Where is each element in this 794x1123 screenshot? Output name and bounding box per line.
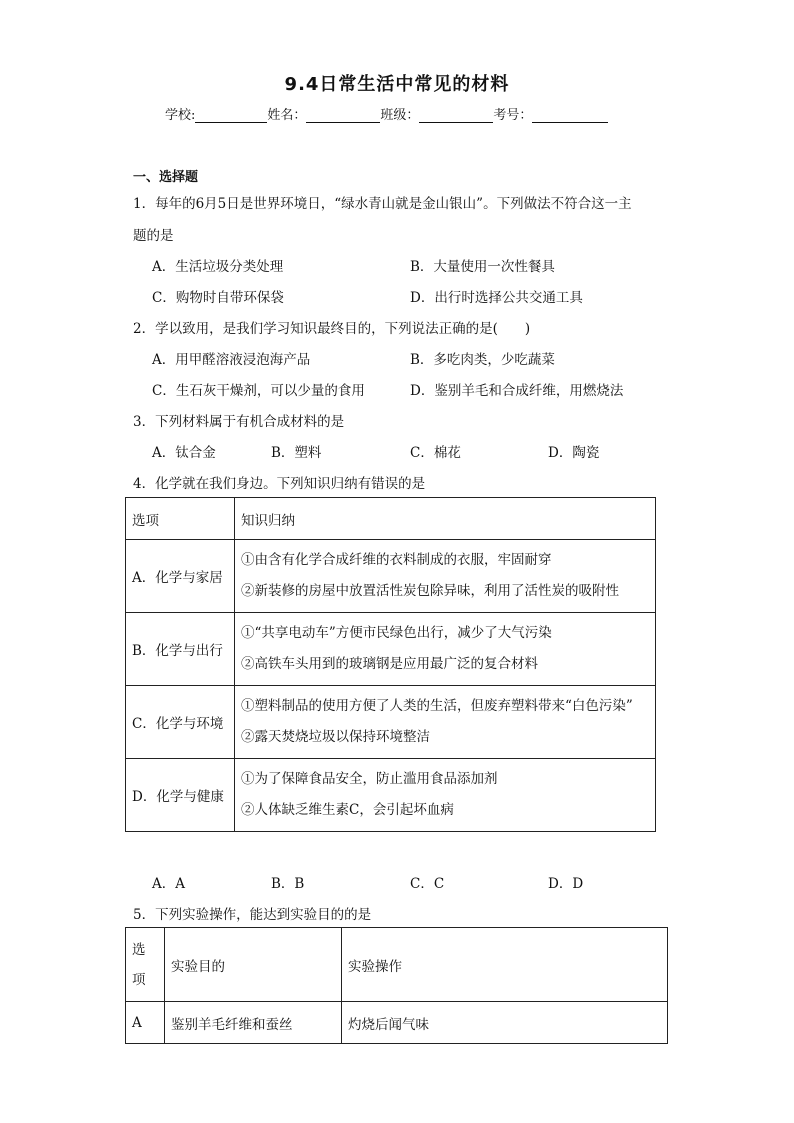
q3-option-b[interactable]: B．塑料 bbox=[271, 445, 322, 461]
q1-option-d[interactable]: D．出行时选择公共交通工具 bbox=[410, 290, 583, 306]
knowledge-line: ②新装修的房屋中放置活性炭包除异味，利用了活性炭的吸附性 bbox=[241, 583, 619, 599]
knowledge-line: ①“共享电动车”方便市民绿色出行，减少了大气污染 bbox=[241, 625, 552, 641]
knowledge-line: ①塑料制品的使用方便了人类的生活，但废弃塑料带来“白色污染” bbox=[241, 698, 633, 714]
q2-option-d[interactable]: D．鉴别羊毛和合成纤维，用燃烧法 bbox=[410, 383, 624, 399]
table-header-row bbox=[126, 928, 668, 1002]
table-row bbox=[126, 1002, 668, 1044]
q2-option-b[interactable]: B．多吃肉类，少吃蔬菜 bbox=[410, 352, 555, 368]
q4-knowledge-table bbox=[125, 497, 656, 832]
table-row bbox=[126, 540, 656, 613]
table-row bbox=[126, 686, 656, 759]
row-operation: 灼烧后闻气味 bbox=[342, 1002, 668, 1044]
q1-option-b[interactable]: B．大量使用一次性餐具 bbox=[410, 259, 555, 275]
class-label: 班级： bbox=[380, 108, 420, 123]
q5-experiment-table bbox=[125, 927, 668, 1044]
q4-option-d[interactable]: D．D bbox=[548, 876, 584, 892]
q1-option-c[interactable]: C．购物时自带环保袋 bbox=[152, 290, 284, 306]
q1-stem-line2: 题的是 bbox=[133, 228, 174, 244]
header-option: 选 项 bbox=[126, 928, 165, 1002]
knowledge-line: ②露天焚烧垃圾以保持环境整洁 bbox=[241, 729, 430, 745]
row-option: A bbox=[126, 1002, 165, 1044]
page-title: 9.4日常生活中常见的材料 bbox=[284, 74, 510, 95]
exam-no-blank[interactable] bbox=[532, 108, 608, 123]
q2-option-a[interactable]: A．用甲醛溶液浸泡海产品 bbox=[152, 352, 311, 368]
school-label: 学校: bbox=[165, 108, 196, 123]
header-purpose: 实验目的 bbox=[165, 928, 342, 1002]
school-blank[interactable] bbox=[195, 108, 267, 123]
table-row bbox=[126, 613, 656, 686]
row-knowledge bbox=[235, 540, 656, 613]
section-title: 一、选择题 bbox=[133, 170, 199, 185]
header-knowledge: 知识归纳 bbox=[235, 498, 656, 540]
knowledge-line: ①由含有化学合成纤维的衣料制成的衣服，牢固耐穿 bbox=[241, 552, 552, 568]
row-option: B．化学与出行 bbox=[126, 613, 235, 686]
knowledge-line: ①为了保障食品安全，防止滥用食品添加剂 bbox=[241, 771, 498, 787]
q1-option-a[interactable]: A．生活垃圾分类处理 bbox=[152, 259, 284, 275]
class-blank[interactable] bbox=[419, 108, 493, 123]
knowledge-line: ②人体缺乏维生素C，会引起坏血病 bbox=[241, 802, 454, 818]
exam-no-label: 考号： bbox=[493, 108, 533, 123]
q3-option-a[interactable]: A．钛合金 bbox=[152, 445, 216, 461]
row-knowledge bbox=[235, 613, 656, 686]
q5-stem: 5．下列实验操作，能达到实验目的的是 bbox=[133, 907, 372, 923]
row-knowledge bbox=[235, 686, 656, 759]
q1-stem-line1: 1．每年的6月5日是世界环境日，“绿水青山就是金山银山”。下列做法不符合这一主 bbox=[133, 196, 632, 212]
q3-stem: 3．下列材料属于有机合成材料的是 bbox=[133, 414, 345, 430]
table-header-row bbox=[126, 498, 656, 540]
student-info-line bbox=[165, 104, 608, 123]
table-row bbox=[126, 759, 656, 832]
q3-option-c[interactable]: C．棉花 bbox=[410, 445, 461, 461]
q3-option-d[interactable]: D．陶瓷 bbox=[548, 445, 600, 461]
q4-option-a[interactable]: A．A bbox=[152, 876, 185, 892]
header-option: 选项 bbox=[126, 498, 235, 540]
q4-option-c[interactable]: C．C bbox=[410, 876, 445, 892]
header-operation: 实验操作 bbox=[342, 928, 668, 1002]
row-option: A．化学与家居 bbox=[126, 540, 235, 613]
q4-option-b[interactable]: B．B bbox=[271, 876, 305, 892]
q4-stem: 4．化学就在我们身边。下列知识归纳有错误的是 bbox=[133, 476, 426, 492]
q2-stem: 2．学以致用，是我们学习知识最终目的，下列说法正确的是( ) bbox=[133, 321, 531, 337]
row-option: D．化学与健康 bbox=[126, 759, 235, 832]
row-knowledge bbox=[235, 759, 656, 832]
row-option: C．化学与环境 bbox=[126, 686, 235, 759]
name-blank[interactable] bbox=[306, 108, 380, 123]
q2-option-c[interactable]: C．生石灰干燥剂，可以少量的食用 bbox=[152, 383, 365, 399]
name-label: 姓名： bbox=[267, 108, 307, 123]
knowledge-line: ②高铁车头用到的玻璃钢是应用最广泛的复合材料 bbox=[241, 656, 538, 672]
row-purpose: 鉴别羊毛纤维和蚕丝 bbox=[165, 1002, 342, 1044]
